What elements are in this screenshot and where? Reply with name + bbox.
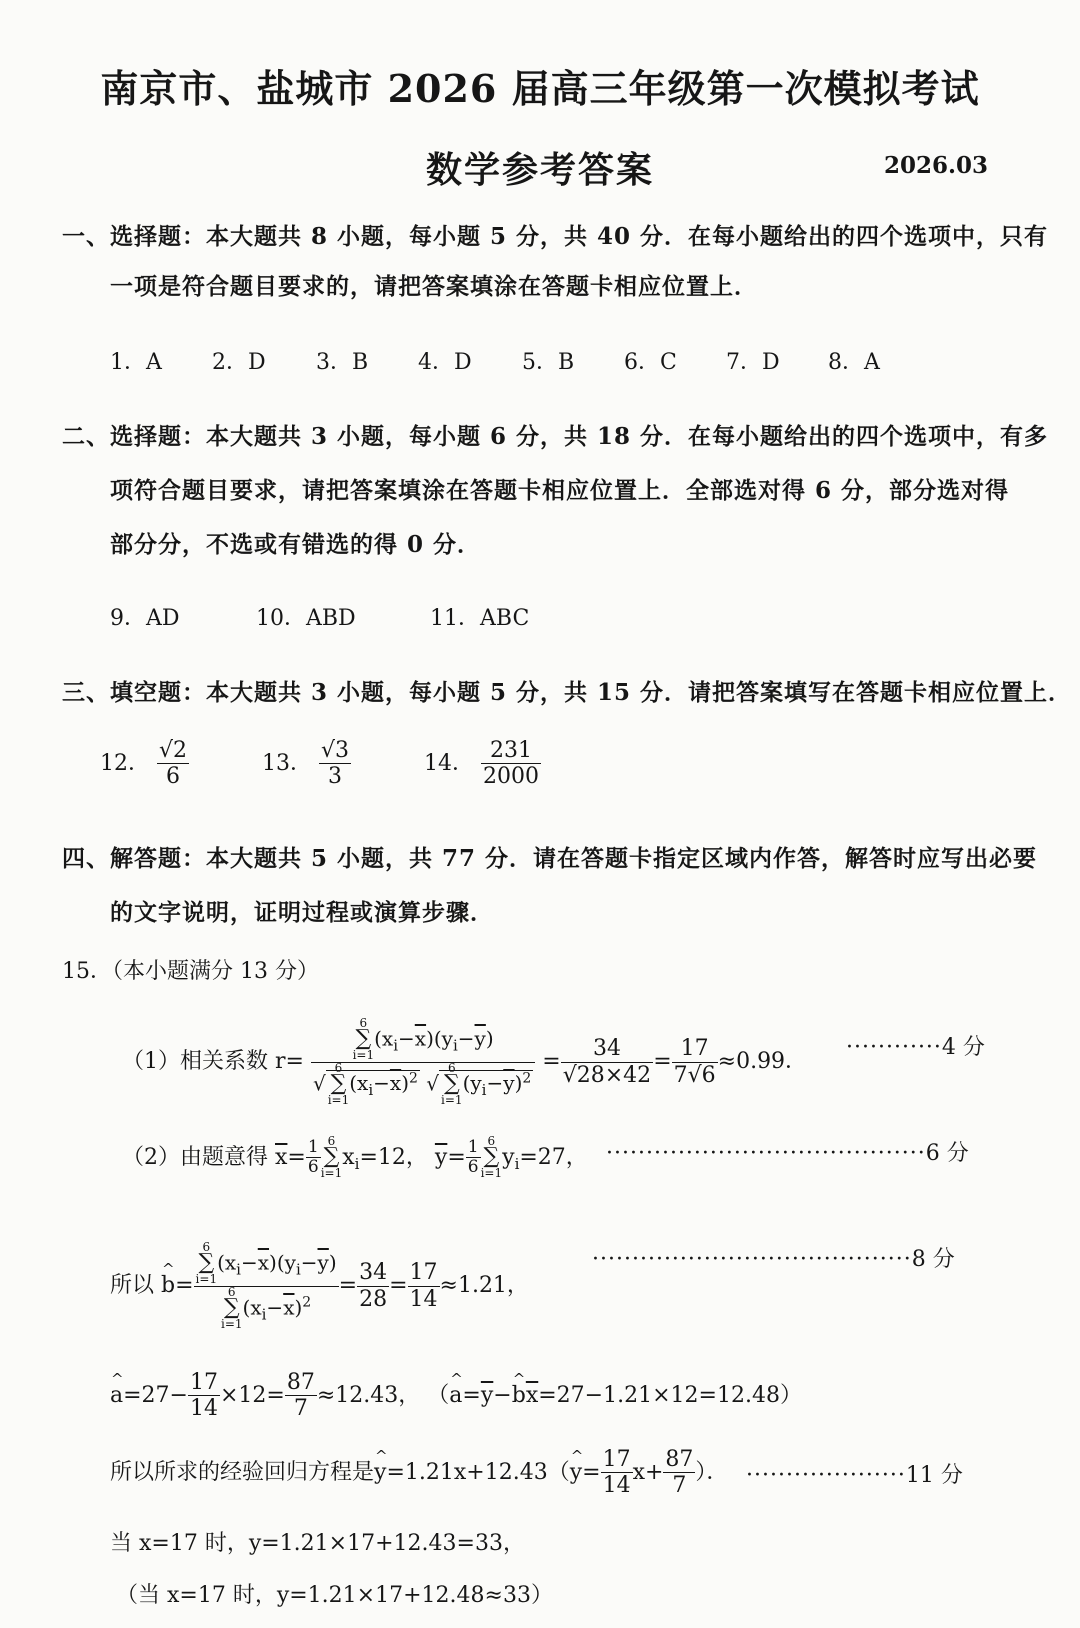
multi-answer-9: 9．AD xyxy=(110,606,180,631)
mc-answer-8: 8．A xyxy=(828,350,880,375)
q15-regression-score: ····················11 分 xyxy=(746,1463,963,1488)
multi-answer-11: 11．ABC xyxy=(430,606,530,631)
mc-answer-4: 4．D xyxy=(418,350,472,375)
fill-answer-14: 14． $\frac{231}{2000}$ xyxy=(424,738,539,790)
q15-part1: （1）相关系数 r= 6 ∑ i=1 $(x_i-\overline{x})(y_i-\overline{y})$ √ 6 ∑ i=1 $(x_i-\overline{x})^2$ √ 6 ∑ i=1 $(y_i-\overline{y})^2$ = $\frac{34}{√28\times 42}$ = $\frac{17}{7√6}$ ≈0.99． xyxy=(122,1016,808,1107)
q15-prediction-alt: （当 x=17 时，y=1.21×17+12.48≈33） xyxy=(116,1583,553,1608)
q15-b-score: ········································8 分 xyxy=(592,1247,955,1272)
q15-regression: 所以所求的经验回归方程是^ y=1.21x+12.43（^ y= $\frac{17}{14}$ x+ $\frac{87}{7}$ ）． xyxy=(110,1447,728,1499)
page-title: 南京市、盐城市 2026 届高三年级第一次模拟考试 xyxy=(100,66,980,111)
mc-answer-1: 1．A xyxy=(110,350,162,375)
section2-line3: 部分分，不选或有错选的得 0 分． xyxy=(110,531,482,558)
mc-answer-5: 5．B xyxy=(522,350,575,375)
section1-line2: 一项是符合题目要求的，请把答案填涂在答题卡相应位置上． xyxy=(110,273,758,300)
mc-answer-6: 6．C xyxy=(624,350,677,375)
subtitle: 数学参考答案 xyxy=(425,149,654,191)
q15-part2: （2）由题意得 $\overline{x}=$ $\frac{1}{6}$ 6 ∑ i=1 $x_i=12$， $\overline{y}=$ $\frac{1}{6}$ 6 ∑ i=1 $y_i=27$， xyxy=(122,1134,588,1181)
fill-answer-12: 12． $\frac{√2}{6}$ xyxy=(100,738,188,790)
fill-answer-13: 13． $\frac{√3}{3}$ xyxy=(262,738,350,790)
q15-prediction: 当 x=17 时，y=1.21×17+12.43=33， xyxy=(110,1531,525,1556)
exam-date: 2026.03 xyxy=(884,152,989,179)
mc-answer-7: 7．D xyxy=(726,350,780,375)
mc-answer-3: 3．B xyxy=(316,350,369,375)
q15-a-hat: ^ a=27− $\frac{17}{14}$ ×12= $\frac{87}{7}$ ≈12.43， （^ $a=\overline{y}-\^{}$ $b\overline{x}=27-1.21\times 12=12.48$） xyxy=(110,1370,802,1422)
mc-answer-2: 2．D xyxy=(212,350,266,375)
q15-heading: 15．（本小题满分 13 分） xyxy=(62,959,319,984)
section2-line2: 项符合题目要求，请把答案填涂在答题卡相应位置上．全部选对得 6 分，部分选对得 xyxy=(110,477,1010,504)
section2-line1: 二、选择题：本大题共 3 小题，每小题 6 分，共 18 分．在每小题给出的四个选项中，有多 xyxy=(62,423,1049,450)
multi-answer-10: 10．ABD xyxy=(256,606,356,631)
q15-part2-score: ········································6 分 xyxy=(606,1141,969,1166)
section1-line1: 一、选择题：本大题共 8 小题，每小题 5 分，共 40 分．在每小题给出的四个选项中，只有 xyxy=(62,223,1049,250)
section4-line1: 四、解答题：本大题共 5 小题，共 77 分．请在答题卡指定区域内作答，解答时应写出必要 xyxy=(62,845,1038,872)
section4-line2: 的文字说明，证明过程或演算步骤． xyxy=(110,899,494,926)
section3-line1: 三、填空题：本大题共 3 小题，每小题 5 分，共 15 分．请把答案填写在答题卡相应位置上． xyxy=(62,679,1073,706)
q15-part1-score: ············4 分 xyxy=(846,1035,985,1060)
q15-b-hat: 所以 ^ b= 6 ∑ i=1 $(x_i-\overline{x})(y_i-\overline{y})$ 6 ∑ i=1 $(x_i-\overline{x})^2$ = $\frac{34}{28}$ = $\frac{17}{14}$ ≈1.21， xyxy=(110,1242,529,1330)
